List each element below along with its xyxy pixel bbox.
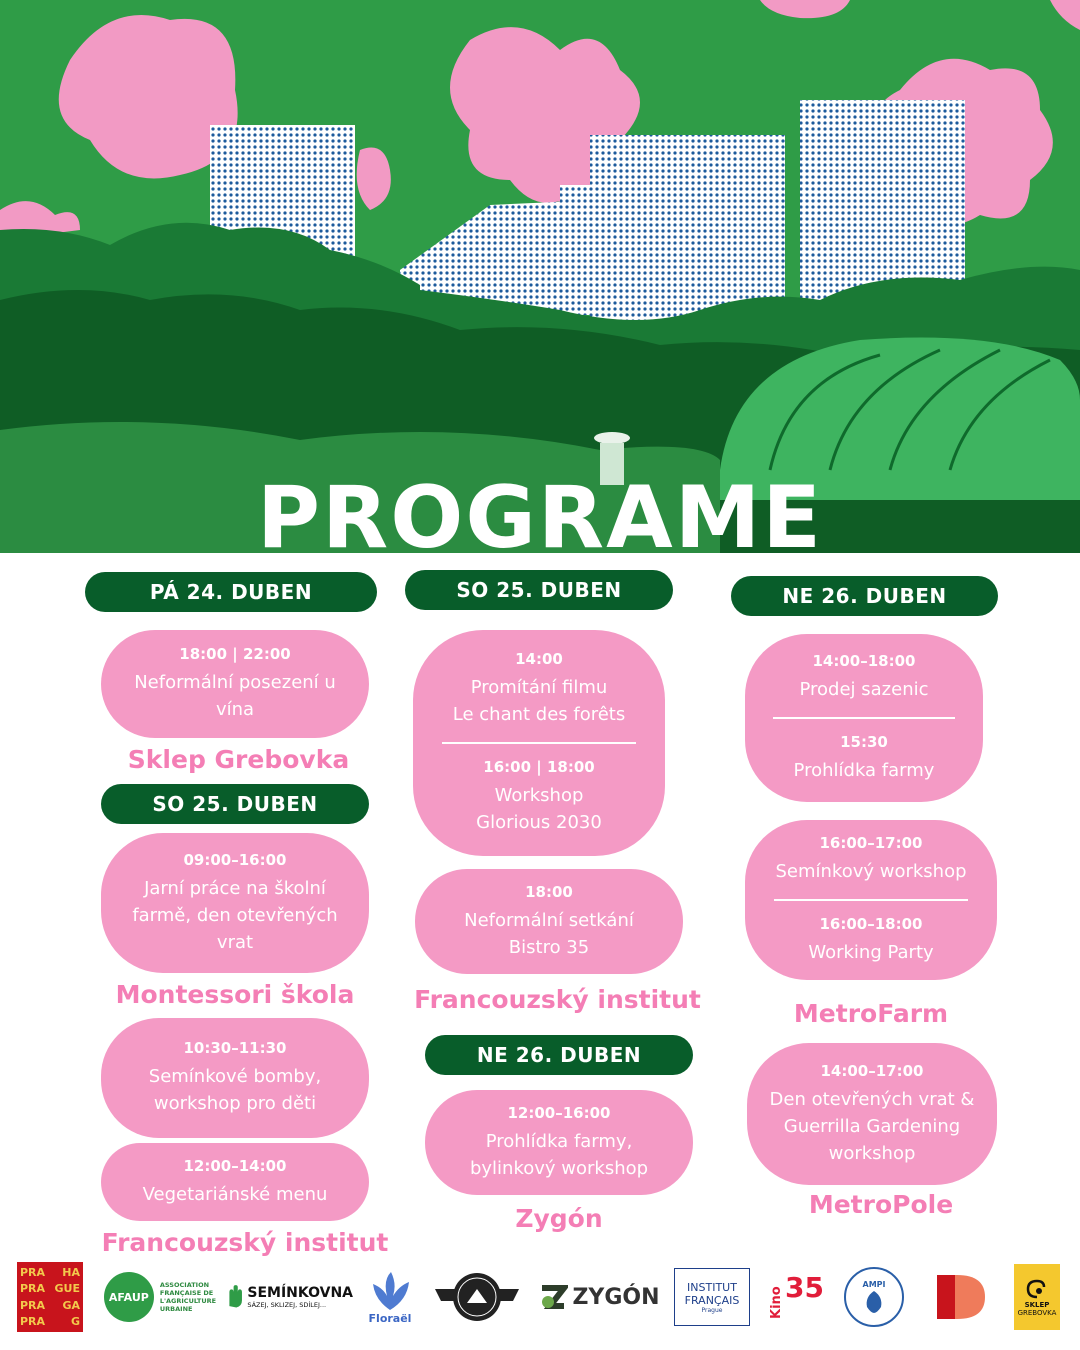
hero-image bbox=[0, 0, 1080, 553]
event-description: bylinkový workshop bbox=[469, 1157, 649, 1179]
event-card bbox=[101, 1018, 369, 1138]
floraal-logo: Floraël bbox=[360, 1262, 420, 1332]
event-card bbox=[745, 820, 997, 980]
zygon-symbol-icon bbox=[538, 1282, 568, 1312]
day-header-pa-24: PÁ 24. DUBEN bbox=[85, 572, 377, 612]
event-description: Promítání filmu bbox=[470, 677, 608, 698]
grape-swirl-icon bbox=[1024, 1277, 1050, 1301]
day-header-ne-26: NE 26. DUBEN bbox=[425, 1035, 693, 1075]
venue-label: MetroFarm bbox=[793, 999, 949, 1028]
venue-label: Sklep Grebovka bbox=[127, 745, 350, 774]
institut-francais-logo: INSTITUT FRANÇAIS Prague bbox=[674, 1268, 750, 1326]
venue-label: Zygón bbox=[515, 1204, 603, 1233]
event-card bbox=[101, 1143, 369, 1221]
venue-label: Montessori škola bbox=[115, 980, 355, 1009]
divider bbox=[773, 717, 954, 719]
event-time: 18:00 bbox=[525, 882, 573, 901]
d-logo bbox=[933, 1262, 991, 1332]
zygon-logo: ZYGÓN bbox=[538, 1262, 660, 1332]
event-description: Neformální posezení u vína bbox=[134, 672, 336, 720]
artichoke-icon bbox=[861, 1289, 887, 1315]
event-time: 14:00–18:00 bbox=[812, 652, 916, 670]
venue-label: MetroPole bbox=[808, 1190, 954, 1219]
seminkovna-logo: SEMÍNKOVNA SÁZEJ, SKLIZEJ, SDÍLEJ... bbox=[228, 1262, 353, 1332]
event-time: 14:00 bbox=[515, 650, 563, 668]
event-time: 12:00–16:00 bbox=[507, 1103, 611, 1122]
event-description: Prodej sazenic bbox=[799, 679, 929, 700]
event-card bbox=[413, 630, 665, 856]
event-time: 16:00–17:00 bbox=[819, 834, 923, 852]
event-description: Le chant des forêts bbox=[452, 704, 626, 725]
event-time: 14:00–17:00 bbox=[820, 1061, 924, 1080]
event-time: 12:00–14:00 bbox=[183, 1156, 287, 1175]
event-time: 18:00 | 22:00 bbox=[179, 645, 291, 663]
prague-logo: PRA HA PRA GUE PRA GA PRA G bbox=[17, 1262, 83, 1332]
afaup-logo: AFAUP ASSOCIATION FRANÇAISE DE L'AGRICULTURE URBAINE bbox=[100, 1262, 220, 1332]
event-card bbox=[101, 630, 369, 738]
event-time: 10:30–11:30 bbox=[183, 1039, 287, 1057]
event-card bbox=[425, 1090, 693, 1195]
event-card bbox=[415, 869, 683, 974]
divider bbox=[774, 899, 968, 901]
kino-35-logo: Kino 35 bbox=[769, 1271, 824, 1319]
hand-icon bbox=[228, 1280, 243, 1314]
venue-label: Francouzský institut bbox=[101, 1228, 389, 1257]
page-title: PROGRAME bbox=[256, 468, 824, 553]
event-description: Bistro 35 bbox=[508, 936, 590, 958]
ampi-logo: AMPI bbox=[842, 1262, 906, 1332]
event-time: 15:30 bbox=[840, 733, 888, 751]
day-header-so-25: SO 25. DUBEN bbox=[405, 570, 673, 610]
event-description: Jarní práce na školní farmě, den otevřených vrat bbox=[132, 877, 338, 953]
event-description: Workshop bbox=[494, 785, 584, 806]
d-shape-icon bbox=[933, 1273, 991, 1321]
event-description: Working Party bbox=[808, 942, 934, 963]
leaf-icon bbox=[367, 1270, 413, 1312]
event-card bbox=[747, 1043, 997, 1185]
event-description: Neformální setkání bbox=[464, 909, 634, 931]
sklep-grebovka-logo: SKLEP GREBOVKA bbox=[1014, 1264, 1060, 1330]
metrofarm-logo bbox=[432, 1262, 522, 1332]
event-description: Vegetariánské menu bbox=[142, 1183, 328, 1205]
event-card bbox=[101, 833, 369, 973]
event-description: Semínkový workshop bbox=[775, 861, 967, 882]
day-header-so-25: SO 25. DUBEN bbox=[101, 784, 369, 824]
event-description: Glorious 2030 bbox=[476, 812, 602, 833]
day-header-ne-26: NE 26. DUBEN bbox=[731, 576, 998, 616]
event-time: 09:00–16:00 bbox=[183, 850, 287, 869]
event-description: Prohlídka farmy, bbox=[485, 1130, 633, 1152]
event-description: Den otevřených vrat & Guerrilla Gardening workshop bbox=[769, 1088, 975, 1164]
event-description: Semínkové bomby, workshop pro děti bbox=[148, 1066, 322, 1114]
venue-label: Francouzský institut bbox=[414, 985, 701, 1014]
metrofarm-emblem-icon bbox=[433, 1267, 521, 1327]
divider bbox=[442, 742, 636, 744]
event-card bbox=[745, 634, 983, 802]
event-time: 16:00 | 18:00 bbox=[483, 758, 595, 776]
event-description: Prohlídka farmy bbox=[793, 760, 935, 781]
event-time: 16:00–18:00 bbox=[819, 915, 923, 933]
